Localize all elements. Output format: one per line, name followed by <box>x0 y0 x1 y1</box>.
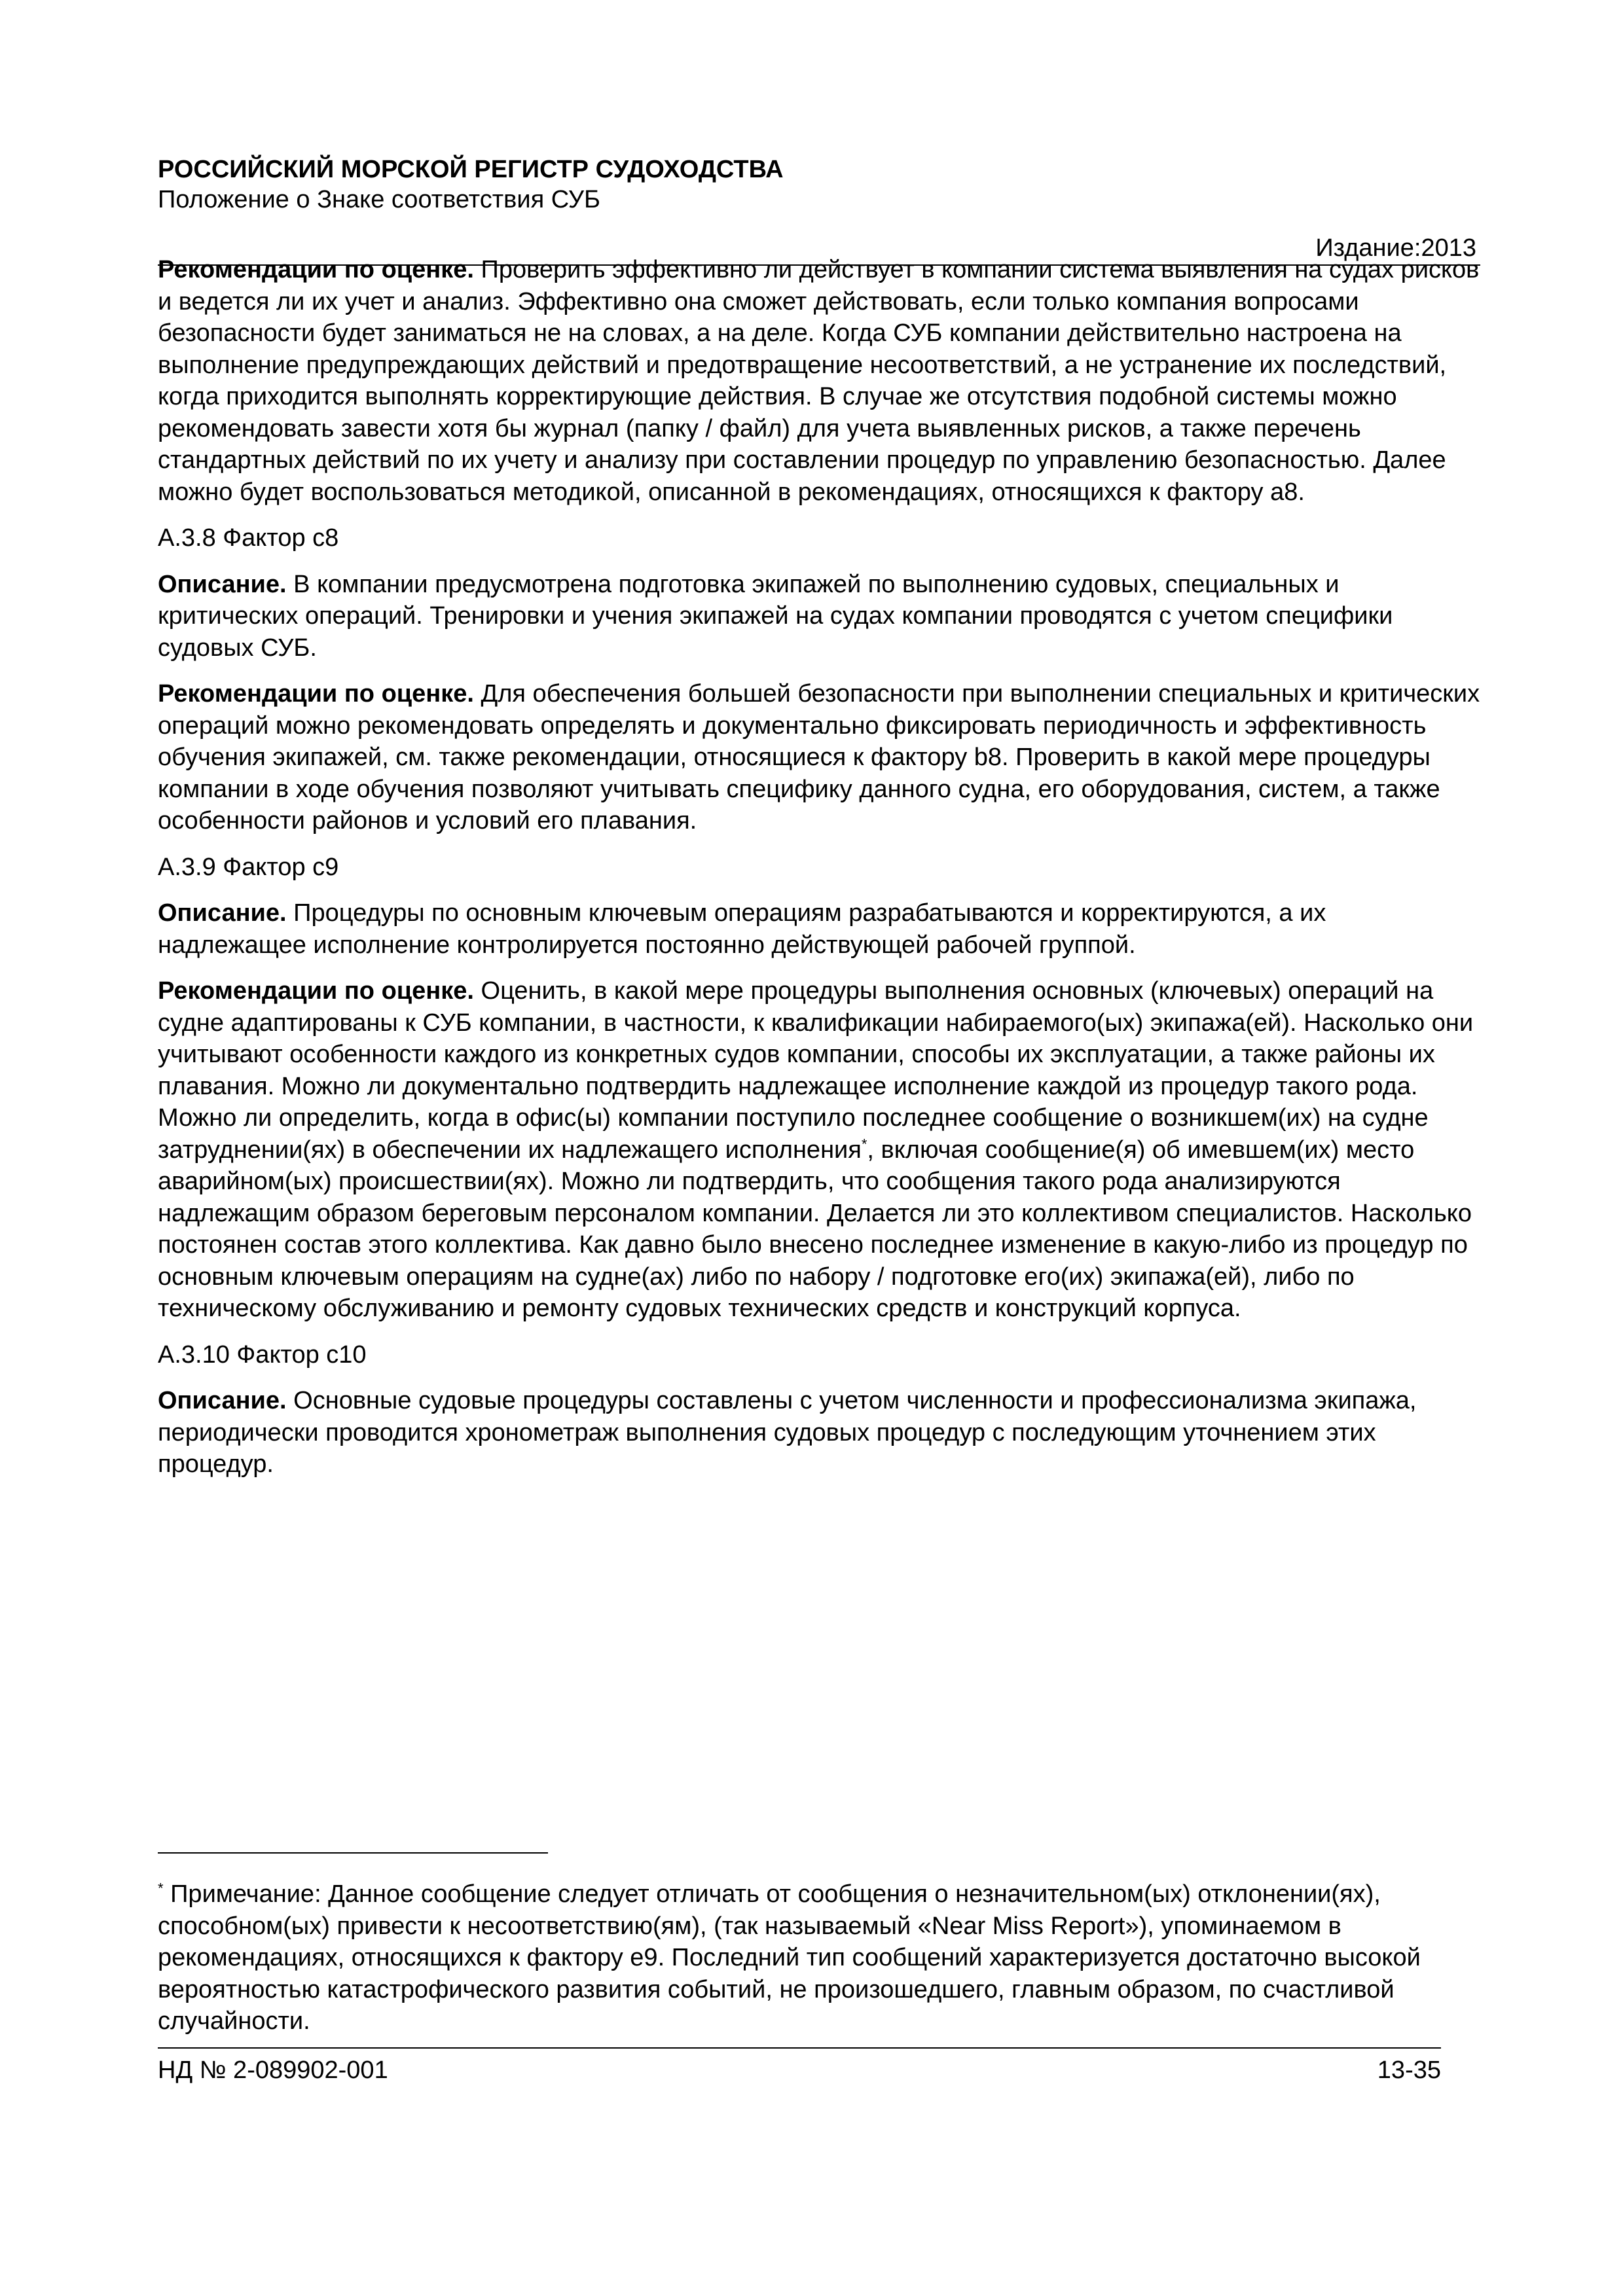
paragraph-text: Процедуры по основным ключевым операциям разрабатываются и корректируются, а их надлежащее исполнение контролируется постоянно действующей рабочей группой. <box>158 899 1326 959</box>
section-heading-c10: A.3.10 Фактор c10 <box>158 1340 367 1369</box>
footnote <box>158 1878 1480 2037</box>
edition-label: Издание:2013 <box>1315 234 1476 262</box>
section-heading-c9: A.3.9 Фактор c9 <box>158 853 339 881</box>
paragraph-assessment-recommendations-c9 <box>158 975 1480 1325</box>
section-heading-c8: A.3.8 Фактор c8 <box>158 524 339 552</box>
document-subtitle: Положение о Знаке соответствия СУБ <box>158 186 600 213</box>
paragraph-text: Основные судовые процедуры составлены с учетом численности и профессионализма экипажа, периодически проводится хронометраж выполнения судовых процедур с последующим уточнением этих процедур. <box>158 1387 1417 1478</box>
paragraph-description-c9 <box>158 897 1480 961</box>
footnote-mark: * <box>158 1880 164 1897</box>
paragraph-assessment-recommendations-c8 <box>158 678 1480 837</box>
paragraph-text: Оценить, в какой мере процедуры выполнения основных (ключевых) операций на судне адаптированы к СУБ компании, в частности, к квалификации набираемого(ых) экипажа(ей). Насколько они учитывают особенности каждого из конкретных судов компании, способы их эксплуатации, а также районы их плавания. Можно ли документально подтвердить надлежащее исполнение каждой из процедур такого рода. Можно ли определить, когда в офис(ы) компании поступило последнее сообщение о возникшем(их) на судне затруднении(ях) в обеспечении их надлежащего исполнения <box>158 977 1474 1164</box>
page-footer <box>158 2055 1441 2085</box>
footer-divider <box>158 2047 1441 2049</box>
document-number: НД № 2-089902-001 <box>158 2056 388 2084</box>
footnote-reference[interactable]: * <box>861 1135 867 1152</box>
page-number: 13-35 <box>1377 2056 1441 2084</box>
paragraph-assessment-recommendations-c7 <box>158 254 1480 508</box>
paragraph-text: Проверить эффективно ли действует в компании система выявления на судах рисков и ведется ли их учет и анализ. Эффективно она сможет действовать, если только компания вопросами безопасности будет заниматься не на словах, а на деле. Когда СУБ компании действительно настроена на выполнение предупреждающих действий и предотвращение несоответствий, а не устранение их последствий, когда приходится выполнять корректирующие действия. В случае же отсутствия подобной системы можно рекомендовать завести хотя бы журнал (папку / файл) для учета выявленных рисков, а также перечень стандартных действий по их учету и анализу при составлении процедур по управлению безопасностью. Далее можно будет воспользоваться методикой, описанной в рекомендациях, относящихся к фактору a8. <box>158 256 1480 506</box>
footnote-divider <box>158 1852 548 1854</box>
organization-title: РОССИЙСКИЙ МОРСКОЙ РЕГИСТР СУДОХОДСТВА <box>158 156 784 183</box>
paragraph-label: Описание. <box>158 899 287 927</box>
paragraph-text: В компании предусмотрена подготовка экипажей по выполнению судовых, специальных и критических операций. Тренировки и учения экипажей на судах компании проводятся с учетом специфики судовых СУБ. <box>158 570 1393 662</box>
paragraph-text: Для обеспечения большей безопасности при выполнении специальных и критических операций можно рекомендовать определять и документально фиксировать периодичность и эффективность обучения экипажей, см. также рекомендации, относящиеся к фактору b8. Проверить в какой мере процедуры компании в ходе обучения позволяют учитывать специфику данного судна, его оборудования, систем, а также особенности районов и условий его плавания. <box>158 680 1480 834</box>
paragraph-label: Описание. <box>158 1387 287 1414</box>
paragraph-label: Рекомендации по оценке. <box>158 977 474 1005</box>
paragraph-description-c10 <box>158 1385 1480 1480</box>
page-header <box>158 154 1480 266</box>
footnote-text: Примечание: Данное сообщение следует отличать от сообщения о незначительном(ых) отклонении(ях), способном(ых) привести к несоответствию(ям), (так называемый «Near Miss Report»), упоминаемом в рекомендациях, относящихся к фактору e9. Последний тип сообщений характеризуется достаточно высокой вероятностью катастрофического развития событий, не произошедшего, главным образом, по счастливой случайности. <box>158 1880 1421 2035</box>
paragraph-label: Рекомендации по оценке. <box>158 680 474 708</box>
paragraph-description-c8 <box>158 569 1480 664</box>
paragraph-text-continued: , включая сообщение(я) об имевшем(их) место аварийном(ых) происшествии(ях). Можно ли подтвердить, что сообщения такого рода анализируются надлежащим образом береговым персоналом компании. Делается ли это коллективом специалистов. Насколько постоянен состав этого коллектива. Как давно было внесено последнее изменение в какую-либо из процедур по основным ключевым операциям на судне(ах) либо по набору / подготовке его(их) экипажа(ей), либо по техническому обслуживанию и ремонту судовых технических средств и конструкций корпуса. <box>158 1136 1472 1322</box>
paragraph-label: Описание. <box>158 570 287 598</box>
document-body <box>158 254 1480 1495</box>
paragraph-label: Рекомендации по оценке. <box>158 256 474 283</box>
